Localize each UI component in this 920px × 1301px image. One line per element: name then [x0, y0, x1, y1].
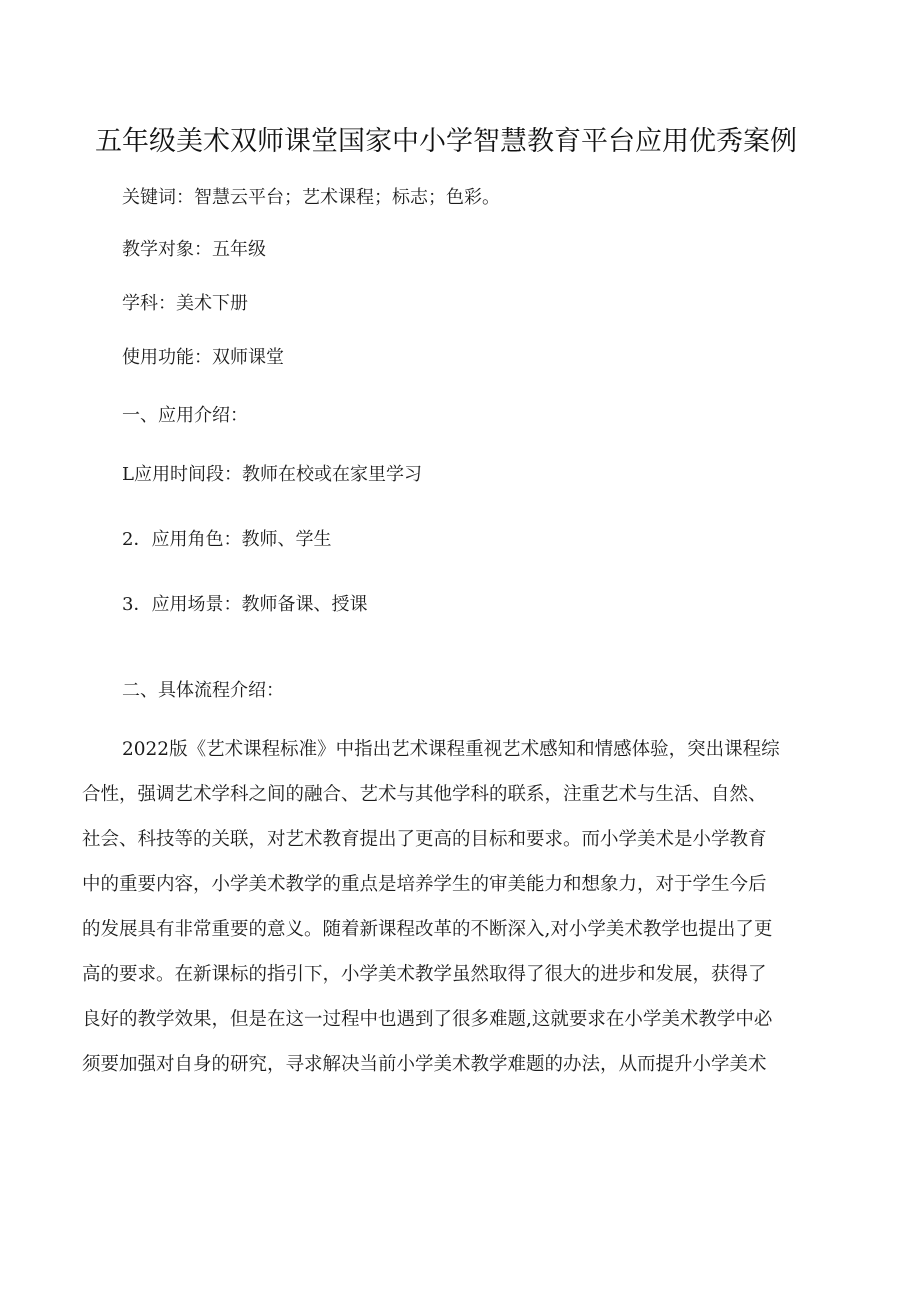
paragraph-line: 2022版《艺术课程标准》中指出艺术课程重视艺术感知和情感体验，突出课程综	[122, 739, 780, 760]
section1-item: 3．应用场景：教师备课、授课	[122, 594, 368, 615]
paragraph-line: 中的重要内容，小学美术教学的重点是培养学生的审美能力和想象力，对于学生今后	[82, 874, 767, 895]
section2-heading: 二、具体流程介绍：	[122, 680, 284, 701]
document-title: 五年级美术双师课堂国家中小学智慧教育平台应用优秀案例	[95, 126, 797, 157]
section1-item: 2．应用角色：教师、学生	[122, 529, 332, 550]
paragraph-line: 的发展具有非常重要的意义。随着新课程改革的不断深入,对小学美术教学也提出了更	[82, 919, 773, 940]
paragraph-line: 合性，强调艺术学科之间的融合、艺术与其他学科的联系，注重艺术与生活、自然、	[82, 784, 767, 805]
section1-item: L应用时间段：教师在校或在家里学习	[122, 464, 422, 485]
audience-line: 教学对象：五年级	[122, 239, 266, 260]
paragraph-line: 须要加强对自身的研究，寻求解决当前小学美术教学难题的办法，从而提升小学美术	[82, 1054, 767, 1075]
keywords-line: 关键词：智慧云平台；艺术课程；标志；色彩。	[122, 187, 500, 208]
paragraph-line: 社会、科技等的关联，对艺术教育提出了更高的目标和要求。而小学美术是小学教育	[82, 829, 767, 850]
paragraph-line: 良好的教学效果，但是在这一过程中也遇到了很多难题,这就要求在小学美术教学中必	[82, 1009, 773, 1030]
section2-paragraph	[82, 727, 832, 1087]
section1-heading: 一、应用介绍：	[122, 405, 248, 426]
paragraph-line: 高的要求。在新课标的指引下，小学美术教学虽然取得了很大的进步和发展，获得了	[82, 964, 767, 985]
subject-line: 学科：美术下册	[122, 293, 248, 314]
function-line: 使用功能：双师课堂	[122, 347, 284, 368]
